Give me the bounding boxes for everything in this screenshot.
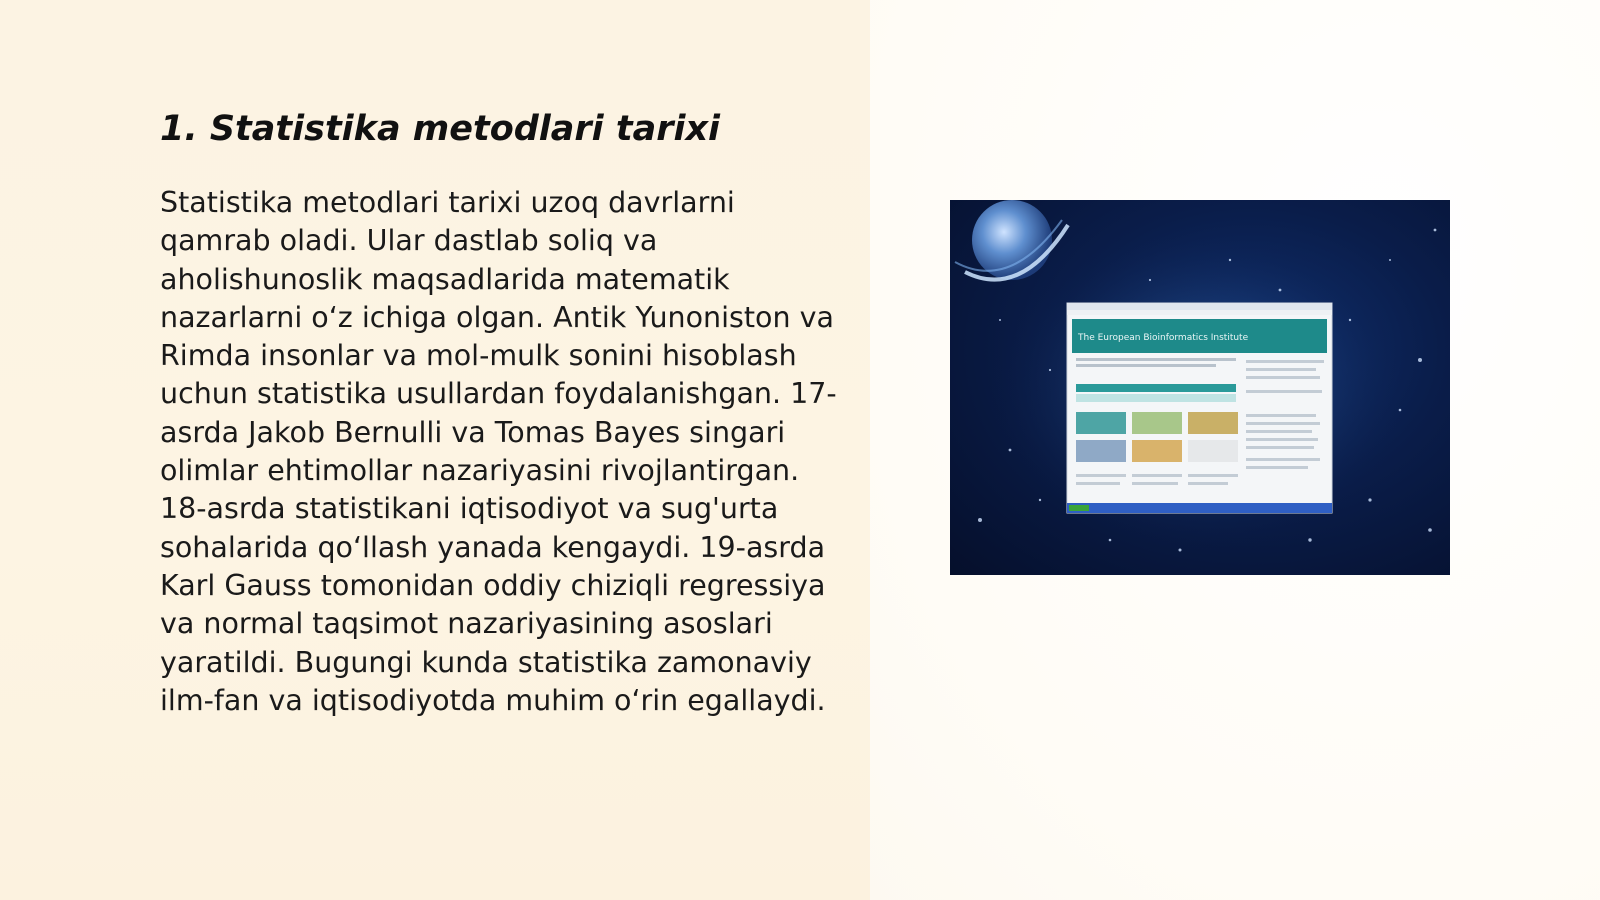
photo-illustration — [950, 200, 1450, 575]
slide-title: 1. Statistika metodlari tarixi — [160, 109, 721, 149]
earth-planet — [972, 200, 1052, 280]
space-website-photo — [950, 200, 1450, 575]
slide-body-text: Statistika metodlari tarixi uzoq davrlarni qamrab oladi. Ular dastlab soliq va aholishunoslik maqsadlarida matematik nazarlarni o‘z ichiga olgan. Antik Yunoniston va Rimda insonlar va mol-mulk sonini hisoblash uchun statistika usullardan foydalanishgan. 17-asrda Jakob Bernulli va Tomas Bayes singari olimlar ehtimollar nazariyasini rivojlantirgan. 18-asrda statistikani iqtisodiyot va sug'urta sohalarida qo‘llash yanada kengaydi. 19-asrda Karl Gauss tomonidan oddiy chiziqli regressiya va normal taqsimot nazariyasining asoslari yaratildi. Bugungi kunda statistika zamonaviy ilm-fan va iqtisodiyotda muhim o‘rin egallaydi. — [160, 186, 837, 717]
browser-screenshot — [1067, 303, 1332, 513]
screen-heading: The European Bioinformatics Institute — [1078, 333, 1249, 343]
